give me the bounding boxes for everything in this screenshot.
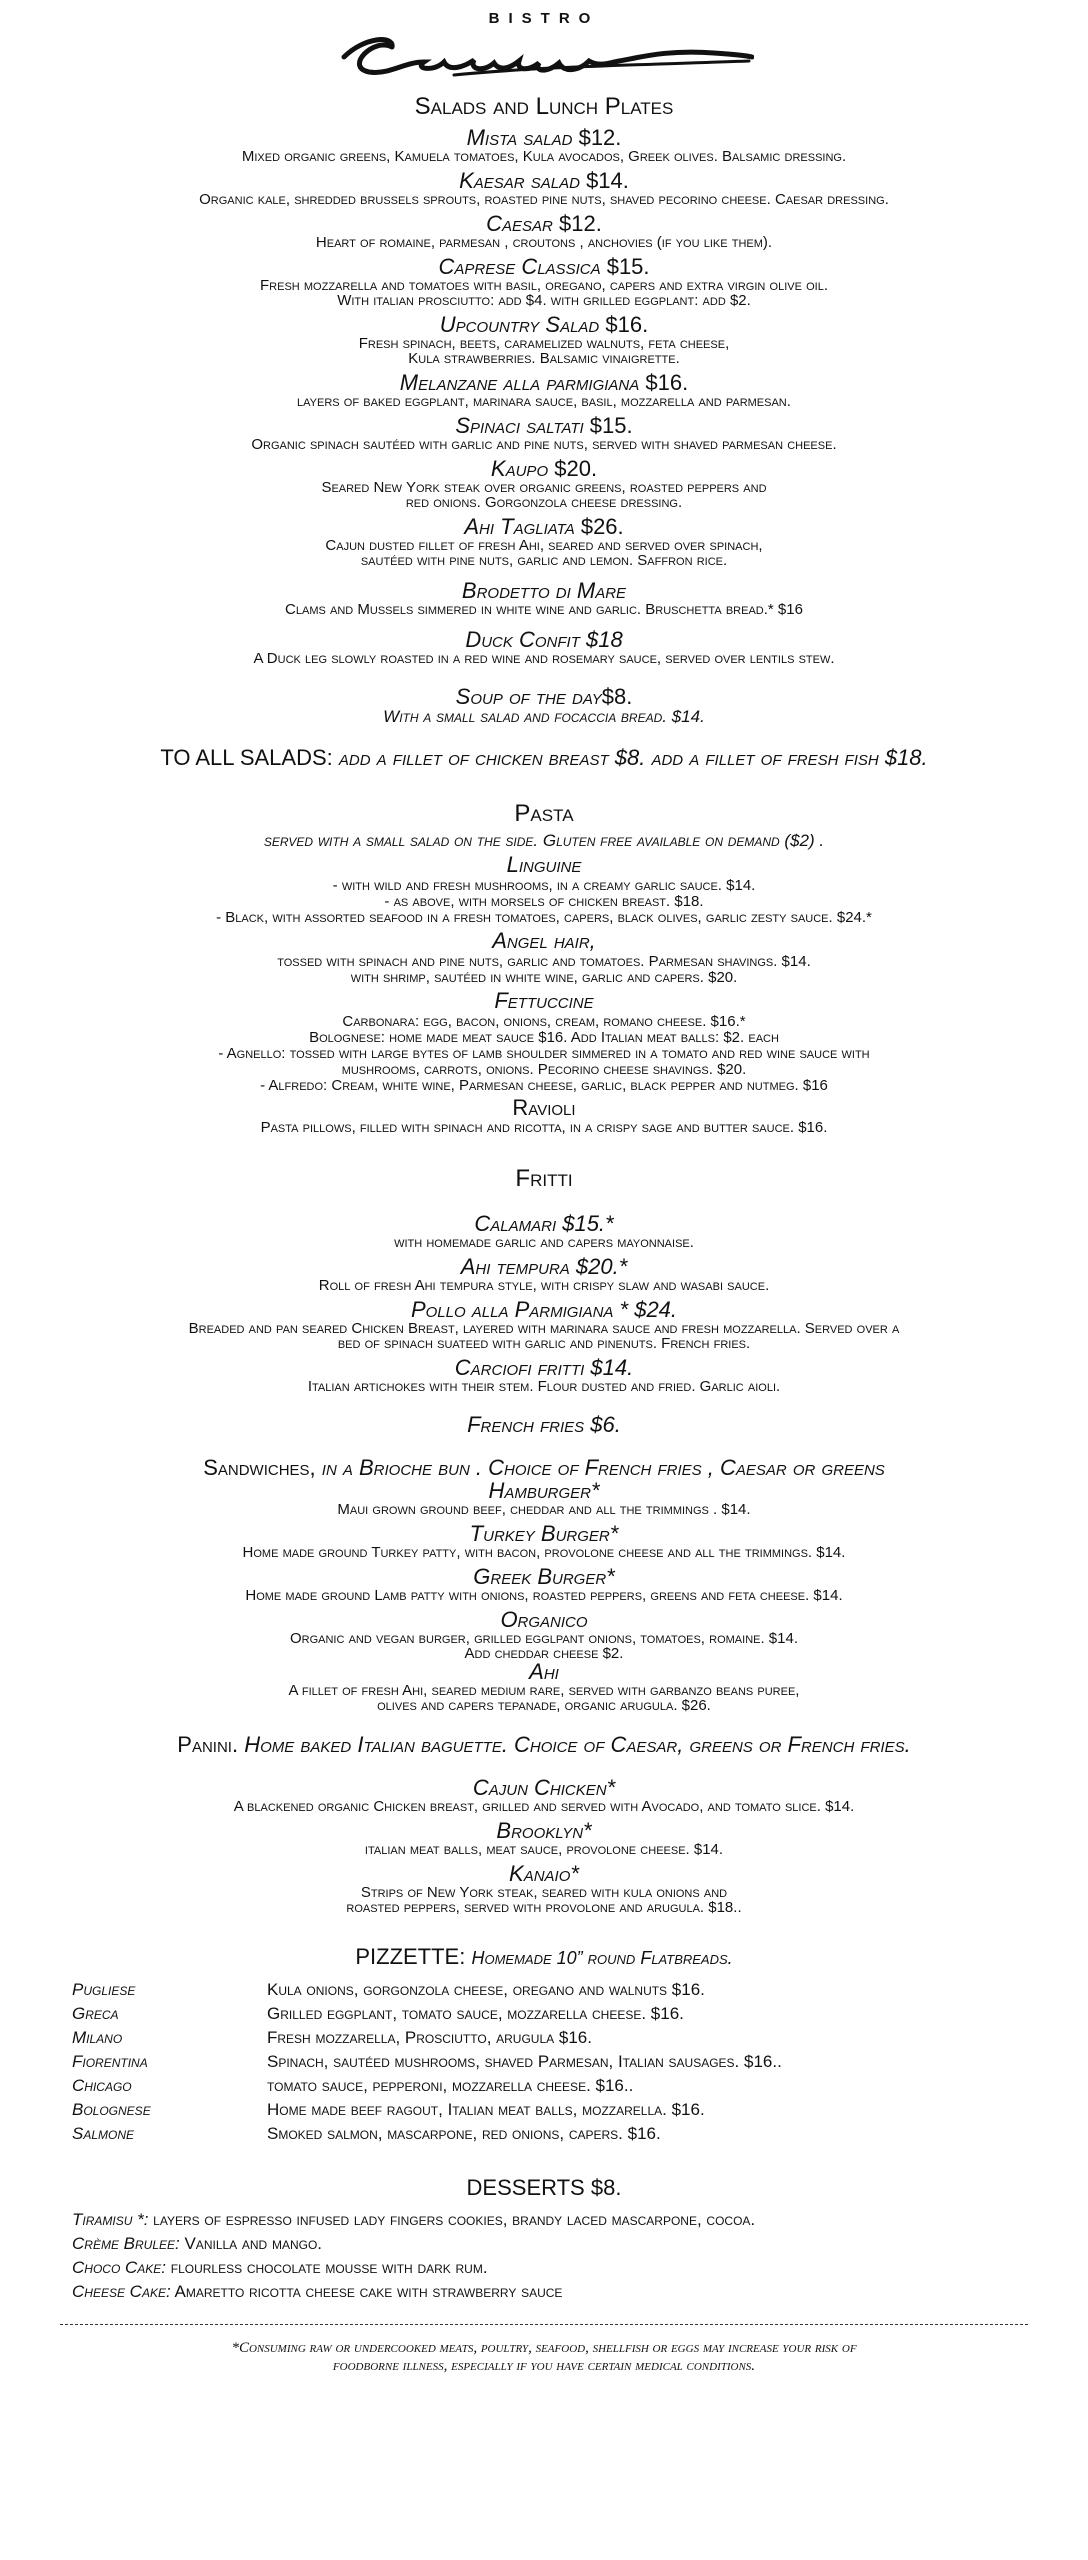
linguine-line-3: - Black, with assorted seafood in a fresh tomatoes, capers, black olives, garlic zesty sauce. $24.* — [216, 909, 872, 926]
item-brodetto-name: Brodetto di Mare — [461, 578, 627, 603]
fettuccine-line-4: mushrooms, carrots, onions. Pecorino cheese shavings. $20. — [341, 1061, 747, 1078]
cajun-chicken-name: Cajun Chicken* — [472, 1775, 616, 1800]
footer-warning — [0, 2339, 1088, 2375]
item-ahi-tagliata-desc: Cajun dusted fillet of fresh Ahi, seared and served over spinach, — [325, 537, 763, 554]
desserts-title: DESSERTS $8. — [466, 2175, 622, 2200]
ahi-sandwich-desc2: olives and capers tepanade, organic arugula. $26. — [377, 1697, 711, 1714]
salads-section — [0, 127, 1088, 770]
french-fries: French fries $6. — [467, 1412, 621, 1437]
divider — [60, 2324, 1028, 2325]
item-caesar-name: Caesar $12. — [486, 211, 602, 236]
pizza-name: Milano — [72, 2028, 123, 2047]
carciofi-name: Carciofi fritti $14. — [454, 1355, 634, 1380]
brooklyn-name: Brooklyn* — [496, 1818, 592, 1843]
item-duck-desc: A Duck leg slowly roasted in a red wine and rosemary sauce, served over lentils stew. — [253, 650, 835, 667]
soup-name: Soup of the day$8. — [455, 684, 633, 709]
pizza-desc: Home made beef ragout, Italian meat balls, mozzarella. $16. — [267, 2100, 705, 2119]
bistro-label: BISTRO — [488, 10, 600, 27]
item-kaesar-name: Kaesar salad $14. — [459, 168, 629, 193]
dessert-desc: layers of espresso infused lady fingers cookies, brandy laced mascarpone, cocoa. — [148, 2210, 756, 2229]
pasta-title: Pasta — [514, 800, 574, 827]
angel-hair-name: Angel hair, — [492, 928, 596, 953]
brooklyn-desc: italian meat balls, meat sauce, provolone cheese. $14. — [364, 1841, 724, 1858]
pizza-desc: Spinach, sautéed mushrooms, shaved Parmesan, Italian sausages. $16.. — [267, 2052, 782, 2071]
angel-line-1: tossed with spinach and pine nuts, garlic and tomatoes. Parmesan shavings. $14. — [277, 953, 811, 970]
fettuccine-line-2: Bolognese: home made meat sauce $16. Add Italian meat balls: $2. each — [309, 1029, 779, 1046]
kanaio-desc2: roasted peppers, served with provolone and arugula. $18.. — [346, 1899, 742, 1916]
kanaio-desc: Strips of New York steak, seared with kula onions and — [360, 1884, 728, 1901]
sandwiches-title: Sandwiches, in a Brioche bun . Choice of French fries , Caesar or greens — [203, 1455, 885, 1480]
panini-section — [0, 1733, 1088, 1915]
carciofi-desc: Italian artichokes with their stem. Flour dusted and fried. Garlic aioli. — [307, 1378, 781, 1395]
calamari-desc: with homemade garlic and capers mayonnaise. — [394, 1234, 694, 1251]
ahi-tempura-desc: Roll of fresh Ahi tempura style, with crispy slaw and wasabi sauce. — [318, 1277, 770, 1294]
item-caesar-desc: Heart of romaine, parmesan , croutons , anchovies (if you like them). — [315, 234, 773, 251]
item-mista-desc: Mixed organic greens, Kamuela tomatoes, Kula avocados, Greek olives. Balsamic dressing. — [241, 148, 847, 165]
ahi-tempura-name: Ahi tempura $20.* — [460, 1254, 628, 1279]
pizza-name: Salmone — [72, 2124, 135, 2143]
fettuccine-name: Fettuccine — [494, 988, 594, 1013]
item-kaupo-name: Kaupo $20. — [490, 456, 598, 481]
hamburger-desc: Maui grown ground beef, cheddar and all the trimmings . $14. — [337, 1501, 751, 1518]
soup-note: With a small salad and focaccia bread. $14. — [383, 707, 705, 726]
pollo-desc2: bed of spinach suateed with garlic and pinenuts. French fries. — [337, 1335, 751, 1352]
organico-desc2: Add cheddar cheese $2. — [464, 1645, 624, 1662]
dessert-name: Tiramisu *: — [72, 2210, 149, 2229]
item-upcountry-desc: Fresh spinach, beets, caramelized walnuts, feta cheese, — [358, 335, 730, 352]
ravioli-desc: Pasta pillows, filled with spinach and ricotta, in a crispy sage and butter sauce. $16. — [260, 1119, 828, 1136]
item-kaupo-desc: Seared New York steak over organic greens, roasted peppers and — [321, 479, 767, 496]
fettuccine-line-3: - Agnello: tossed with large bytes of lamb shoulder simmered in a tomato and red wine sauce with — [218, 1045, 870, 1062]
dessert-name: Cheese Cake: — [72, 2282, 171, 2301]
panini-title: Panini. Home baked Italian baguette. Choice of Caesar, greens or French fries. — [177, 1732, 911, 1757]
pasta-section — [0, 800, 1088, 1135]
item-caprese-desc2: With italian prosciutto: add $4. with grilled eggplant: add $2. — [337, 292, 751, 309]
dessert-desc: Vanilla and mango. — [179, 2234, 323, 2253]
dessert-item — [72, 2256, 1088, 2280]
item-kaupo-desc2: red onions. Gorgonzola cheese dressing. — [405, 494, 683, 511]
item-spinaci-desc: Organic spinach sautéed with garlic and pine nuts, served with shaved parmesan cheese. — [251, 436, 837, 453]
organico-name: Organico — [500, 1607, 588, 1632]
angel-line-2: with shrimp, sautéed in white wine, garlic and capers. $20. — [350, 969, 738, 986]
dessert-item — [72, 2280, 1088, 2304]
ravioli-name: Ravioli — [512, 1095, 576, 1120]
hamburger-name: Hamburger* — [488, 1478, 600, 1503]
item-brodetto-desc: Clams and Mussels simmered in white wine and garlic. Bruschetta bread.* $16 — [285, 601, 803, 618]
linguine-name: Linguine — [506, 852, 582, 877]
pizzette-list — [72, 1978, 782, 2146]
pizza-name: Greca — [72, 2004, 119, 2023]
pizza-row — [72, 2098, 782, 2122]
salads-title: Salads and Lunch Plates — [414, 93, 674, 120]
footer-line-2: foodborne illness, especially if you have certain medical conditions. — [332, 2358, 756, 2374]
sandwiches-section — [0, 1456, 1088, 1713]
pizza-row — [72, 2002, 782, 2026]
dessert-name: Choco Cake: — [72, 2258, 167, 2277]
fettuccine-line-1: Carbonara: egg, bacon, onions, cream, romano cheese. $16.* — [342, 1013, 746, 1030]
pizza-name: Pugliese — [72, 1980, 136, 1999]
item-kaesar-desc: Organic kale, shredded brussels sprouts, roasted pine nuts, shaved pecorino cheese. Caesar dressing. — [199, 191, 889, 208]
pizza-desc: Kula onions, gorgonzola cheese, oregano and walnuts $16. — [267, 1980, 705, 1999]
pizza-row — [72, 1978, 782, 2002]
pizza-row — [72, 2050, 782, 2074]
item-upcountry-name: Upcountry Salad $16. — [439, 312, 649, 337]
item-upcountry-desc2: Kula strawberries. Balsamic vinaigrette. — [408, 350, 680, 367]
item-melanzane-desc: layers of baked eggplant, marinara sauce, basil, mozzarella and parmesan. — [297, 393, 791, 410]
item-mista-name: Mista salad $12. — [466, 125, 622, 150]
pizza-name: Fiorentina — [72, 2052, 148, 2071]
pizza-name: Bolognese — [72, 2100, 151, 2119]
fritti-title: Fritti — [515, 1165, 573, 1192]
linguine-line-2: - as above, with morsels of chicken breast. $18. — [384, 893, 704, 910]
dessert-desc: Amaretto ricotta cheese cake with strawberry sauce — [170, 2282, 563, 2301]
dessert-item — [72, 2232, 1088, 2256]
dessert-desc: flourless chocolate mousse with dark rum. — [166, 2258, 488, 2277]
turkey-burger-desc: Home made ground Turkey patty, with bacon, provolone cheese and all the trimmings. $14. — [242, 1544, 846, 1561]
pizza-desc: tomato sauce, pepperoni, mozzarella cheese. $16.. — [267, 2076, 634, 2095]
greek-burger-desc: Home made ground Lamb patty with onions, roasted peppers, greens and feta cheese. $14. — [245, 1587, 843, 1604]
pasta-note: served with a small salad on the side. Gluten free available on demand ($2) . — [263, 831, 825, 850]
item-caprese-desc: Fresh mozzarella and tomatoes with basil, oregano, capers and extra virgin olive oil. — [260, 277, 828, 294]
dessert-name: Crème Brulee: — [72, 2234, 180, 2253]
item-melanzane-name: Melanzane alla parmigiana $16. — [399, 370, 689, 395]
pizza-row — [72, 2074, 782, 2098]
footer-line-1: *Consuming raw or undercooked meats, poultry, seafood, shellfish or eggs may increase your risk of — [231, 2340, 857, 2356]
pizza-name: Chicago — [72, 2076, 132, 2095]
pizzette-section — [0, 1945, 1088, 2146]
pollo-name: Pollo alla Parmigiana * $24. — [410, 1297, 678, 1322]
dessert-item — [72, 2208, 1088, 2232]
casanova-logo — [0, 27, 1088, 85]
item-ahi-tagliata-desc2: sautéed with pine nuts, garlic and lemon. Saffron rice. — [360, 552, 728, 569]
pizza-desc: Grilled eggplant, tomato sauce, mozzarella cheese. $16. — [267, 2004, 684, 2023]
pizza-desc: Fresh mozzarella, Prosciutto, arugula $16. — [267, 2028, 592, 2047]
pollo-desc: Breaded and pan seared Chicken Breast, layered with marinara sauce and fresh mozzarella. Served over a — [188, 1320, 900, 1337]
kanaio-name: Kanaio* — [509, 1861, 579, 1886]
ahi-sandwich-desc: A fillet of fresh Ahi, seared medium rare, served with garbanzo beans puree, — [288, 1682, 800, 1699]
casanova-script-logo-icon — [334, 27, 754, 87]
linguine-line-1: - with wild and fresh mushrooms, in a creamy garlic sauce. $14. — [332, 877, 756, 894]
pizza-desc: Smoked salmon, mascarpone, red onions, capers. $16. — [267, 2124, 661, 2143]
desserts-section — [0, 2176, 1088, 2304]
pizza-row — [72, 2122, 782, 2146]
cajun-chicken-desc: A blackened organic Chicken breast, grilled and served with Avocado, and tomato slice. $14. — [233, 1798, 855, 1815]
item-duck-name: Duck Confit $18 — [465, 627, 623, 652]
item-spinaci-name: Spinaci saltati $15. — [455, 413, 633, 438]
greek-burger-name: Greek Burger* — [473, 1564, 615, 1589]
turkey-burger-name: Turkey Burger* — [469, 1521, 619, 1546]
ahi-sandwich-name: Ahi — [529, 1659, 559, 1684]
pizza-row — [72, 2026, 782, 2050]
pizzette-title: PIZZETTE: Homemade 10” round Flatbreads. — [355, 1944, 733, 1969]
organico-desc: Organic and vegan burger, grilled egglpant onions, tomatoes, romaine. $14. — [289, 1630, 799, 1647]
fritti-section — [0, 1165, 1088, 1436]
all-salads-note: TO ALL SALADS: add a fillet of chicken breast $8. add a fillet of fresh fish $18. — [160, 745, 928, 770]
item-caprese-name: Caprese Classica $15. — [438, 254, 650, 279]
fettuccine-line-5: - Alfredo: Cream, white wine, Parmesan cheese, garlic, black pepper and nutmeg. $16 — [260, 1077, 828, 1094]
calamari-name: Calamari $15.* — [474, 1211, 614, 1236]
item-ahi-tagliata-name: Ahi Tagliata $26. — [464, 514, 624, 539]
